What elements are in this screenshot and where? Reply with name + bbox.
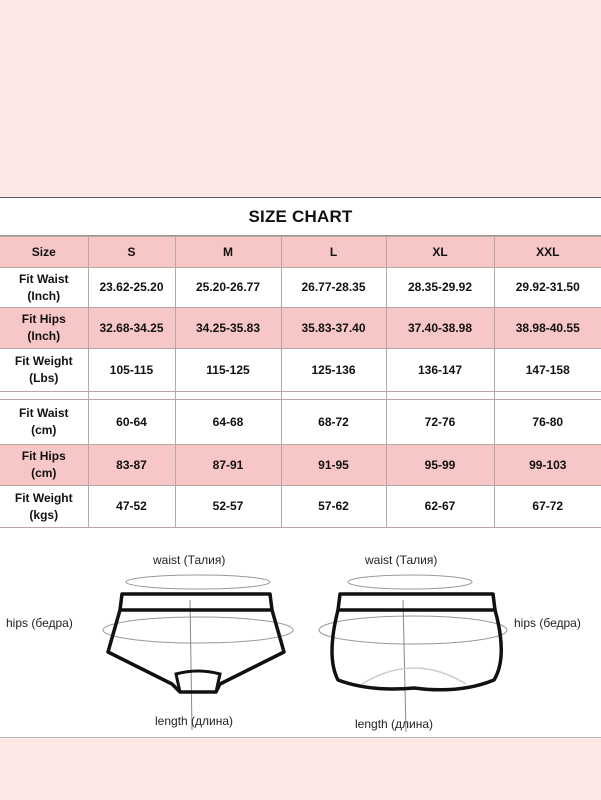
garment-illustrations: [0, 532, 601, 737]
table-cell: 32.68-34.25: [88, 308, 175, 349]
length-label-right: length (длина): [355, 717, 434, 731]
table-cell: 125-136: [281, 349, 386, 392]
bottom-background: [0, 737, 601, 800]
table-cell: 29.92-31.50: [494, 268, 601, 308]
table-cell: 99-103: [494, 445, 601, 486]
chart-title: SIZE CHART: [0, 198, 601, 236]
size-chart: [0, 197, 601, 532]
table-cell: 52-57: [175, 486, 281, 528]
table-cell: 83-87: [88, 445, 175, 486]
table-cell: 34.25-35.83: [175, 308, 281, 349]
length-line-right: [403, 600, 406, 732]
length-label-left: length (длина): [155, 714, 234, 728]
table-row: [0, 445, 601, 486]
top-background: [0, 0, 601, 197]
waist-label-right: waist (Талия): [365, 553, 438, 567]
table-cell: 26.77-28.35: [281, 268, 386, 308]
table-cell: 62-67: [386, 486, 494, 528]
table-row: [0, 268, 601, 308]
row-label: Fit Hips (Inch): [0, 308, 88, 349]
header-size: Size: [0, 237, 88, 268]
waist-label-left: waist (Талия): [153, 553, 226, 567]
table-cell: 47-52: [88, 486, 175, 528]
table-cell: 28.35-29.92: [386, 268, 494, 308]
table-cell: 105-115: [88, 349, 175, 392]
table-cell: 67-72: [494, 486, 601, 528]
table-row: [0, 486, 601, 528]
length-line-left: [190, 600, 192, 730]
row-label: Fit Weight (Lbs): [0, 349, 88, 392]
table-cell: 57-62: [281, 486, 386, 528]
row-label: Fit Weight (kgs): [0, 486, 88, 528]
header-xl: XL: [386, 237, 494, 268]
table-row: [0, 400, 601, 445]
measurement-diagram: [0, 532, 601, 737]
table-cell: 87-91: [175, 445, 281, 486]
hips-label-right: hips (бедра): [514, 616, 581, 630]
hips-label-left: hips (бедра): [6, 616, 73, 630]
row-label: Fit Waist (cm): [0, 400, 88, 445]
table-cell: 64-68: [175, 400, 281, 445]
table-cell: 72-76: [386, 400, 494, 445]
brief-illustration: [103, 575, 293, 730]
table-row: [0, 308, 601, 349]
hips-ellipse-right: [319, 616, 507, 644]
hips-ellipse-left: [103, 617, 293, 643]
header-s: S: [88, 237, 175, 268]
table-cell: 60-64: [88, 400, 175, 445]
table-cell: 147-158: [494, 349, 601, 392]
table-spacer: [0, 392, 601, 400]
table-cell: 37.40-38.98: [386, 308, 494, 349]
table-cell: 25.20-26.77: [175, 268, 281, 308]
boyshort-illustration: [319, 575, 507, 732]
waist-ellipse-right: [348, 575, 472, 589]
table-cell: 38.98-40.55: [494, 308, 601, 349]
table-cell: 136-147: [386, 349, 494, 392]
table-cell: 68-72: [281, 400, 386, 445]
table-cell: 23.62-25.20: [88, 268, 175, 308]
waist-ellipse-left: [126, 575, 270, 589]
header-l: L: [281, 237, 386, 268]
table-cell: 95-99: [386, 445, 494, 486]
table-cell: 91-95: [281, 445, 386, 486]
table-cell: 76-80: [494, 400, 601, 445]
row-label: Fit Waist (Inch): [0, 268, 88, 308]
table-cell: 35.83-37.40: [281, 308, 386, 349]
row-label: Fit Hips (cm): [0, 445, 88, 486]
header-row: [0, 237, 601, 268]
table-row: [0, 349, 601, 392]
table-cell: 115-125: [175, 349, 281, 392]
size-table: [0, 236, 601, 528]
header-xxl: XXL: [494, 237, 601, 268]
header-m: M: [175, 237, 281, 268]
